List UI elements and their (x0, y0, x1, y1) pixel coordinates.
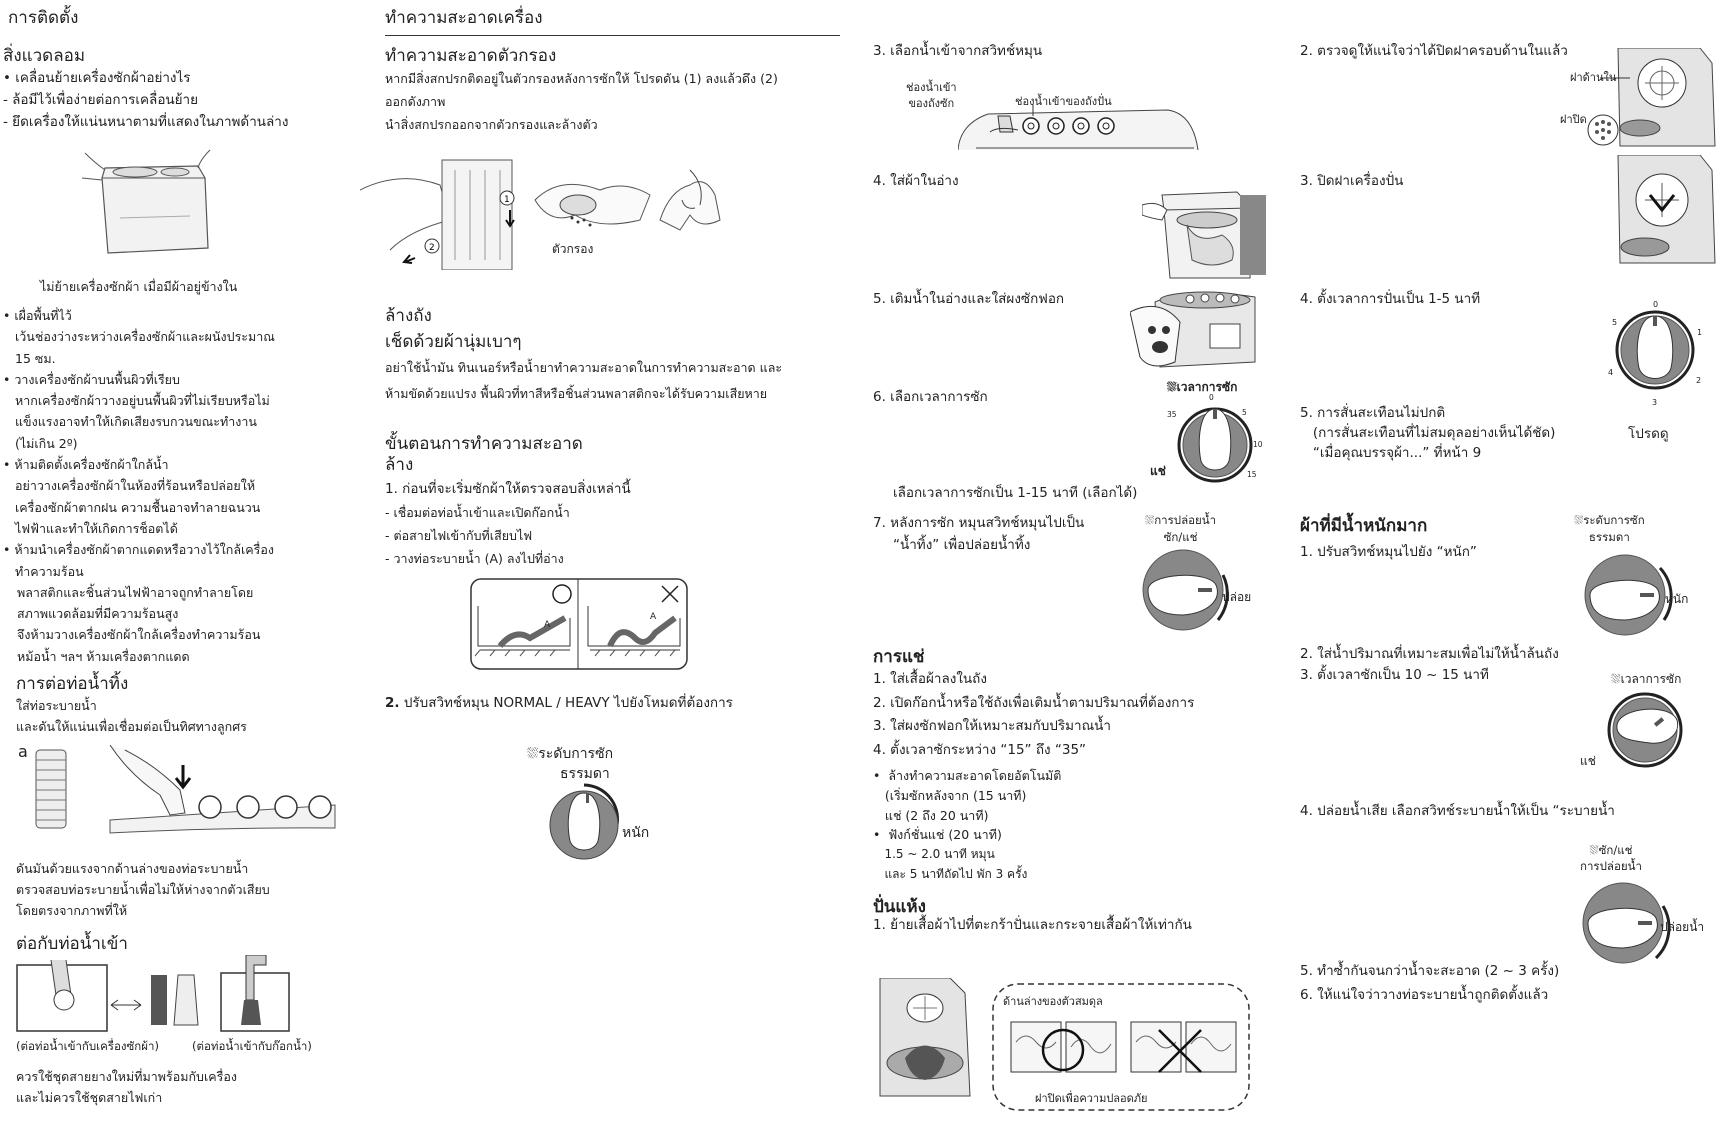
drain-dial-title (1145, 512, 1216, 546)
lid-inner-label: ฝาด้านใน (1570, 71, 1617, 84)
header-rule (385, 35, 840, 36)
space-line: ทำความร้อน (15, 563, 84, 579)
env-line: - ยึดเครื่องให้แน่นหนาตามที่แสดงในภาพด้านล่าง (3, 114, 289, 130)
drain-after-line: โดยตรงจากภาพที่ให้ (16, 903, 128, 918)
timer2-soak: แช่ (1580, 754, 1596, 768)
washer-icon: ⛆ (1611, 672, 1621, 686)
heavy-step6: 6. ให้แน่ใจว่าวางท่อระบายน้ำถูกติดตั้งแล้ว (1300, 987, 1549, 1003)
timer-soak: แช่ (1150, 464, 1166, 478)
space-line: เว้นช่องว่างระหว่างเครื่องซักผ้าและผนังประมาณ (15, 329, 275, 345)
wipe-title: เช็ดด้วยผ้านุ่มเบาๆ (385, 332, 522, 352)
step2-text: ปรับสวิทช์หมุน NORMAL / HEAVY ไปยังโหมดที่ต้องการ (399, 695, 733, 711)
soak-bullet: 1.5 ~ 2.0 นาที หมุน (873, 847, 995, 862)
timer-title-text: เวลาการซัก (1176, 380, 1238, 394)
c3-step5: 5. เติมน้ำในอ่างและใส่ผงซักฟอก (873, 291, 1065, 307)
heavy-dial-title-line: ⛆ระดับการซัก (1574, 513, 1645, 527)
hose-ok-ng-illustration (470, 578, 688, 670)
drain-hose-illustration (30, 745, 340, 840)
soak-line: 3. ใส่ผงซักฟอกให้เหมาะสมกับปริมาณน้ำ (873, 718, 1111, 734)
soak-line: 4. ตั้งเวลาซักระหว่าง “15” ถึง “35” (873, 741, 1087, 758)
drain-list (16, 695, 247, 737)
step2-num: 2. (385, 695, 400, 711)
heavy-dial-title-line: ธรรมดา (1588, 530, 1630, 544)
timer-num-10: 10 (1253, 440, 1263, 449)
drain-after (16, 858, 270, 921)
svg-text:2: 2 (429, 243, 435, 253)
washer-icon: ⛆ (1574, 513, 1584, 527)
balance-top-label: ด้านล่างของตัวสมดุล (1003, 995, 1103, 1008)
tub-title: ล้างถัง (385, 306, 432, 326)
inlet-note-line: และไม่ควรใช้ชุดสายไฟเก่า (16, 1090, 163, 1105)
c3-step7-line: “น้ำทิ้ง” เพื่อปล่อยน้ำทิ้ง (893, 537, 1031, 553)
spin-num-4: 4 (1608, 368, 1614, 377)
washer-icon: ⛆ (1589, 843, 1599, 857)
inlet-wash-line: ช่องน้ำเข้า (906, 81, 957, 94)
balance-bottom-label: ฝาปิดเพื่อความปลอดภัย (1035, 1092, 1148, 1105)
dry-line: 1. ย้ายเสื้อผ้าไปที่ตะกร้าปั่นและกระจายเสื้อผ้าให้เท่ากัน (873, 917, 1192, 933)
steps-line: - ต่อสายไฟเข้ากับที่เสียบไฟ (385, 528, 533, 543)
section-header-cleaning: ทำความสะอาดเครื่อง (385, 8, 543, 28)
space-line: เครื่องซักผ้าตากฝน ความชื้นอาจทำลายฉนวน (15, 499, 261, 515)
c3-step3: 3. เลือกน้ำเข้าจากสวิทช์หมุน (873, 43, 1043, 59)
space-line: (ไม่เกิน 2º) (15, 435, 78, 451)
wash-level-dial[interactable] (548, 783, 620, 865)
steps-line: - เชื่อมต่อท่อน้ำเข้าและเปิดก๊อกน้ำ (385, 505, 570, 520)
filter-label: ตัวกรอง (552, 242, 594, 256)
heavy-step5: 5. ทำซ้ำกันจนกว่าน้ำจะสะอาด (2 ~ 3 ครั้ง) (1300, 963, 1560, 979)
soak-bullet: แช่ (2 ถึง 20 นาที) (873, 807, 989, 823)
c3-step7 (873, 512, 1084, 556)
timer2-title-text: เวลาการซัก (1620, 672, 1682, 686)
washer-icon: ⛆ (527, 746, 539, 762)
section-header-install: การติดตั้ง (8, 8, 79, 28)
soak-line: 1. ใส่เสื้อผ้าลงในถัง (873, 671, 987, 687)
spin-num-5: 5 (1612, 318, 1618, 327)
filter-text (385, 67, 778, 136)
drain-dial-title-line: ซัก/แช่ (1163, 530, 1198, 544)
inlet-caption-tap: (ต่อท่อน้ำเข้ากับก๊อกน้ำ) (192, 1039, 312, 1053)
c3-step6-note: เลือกเวลาการซักเป็น 1-15 นาที (เลือกได้) (893, 485, 1138, 501)
washer-icon: ⛆ (1167, 380, 1177, 394)
hose-a-label: A (544, 620, 551, 630)
heavy-step1: 1. ปรับสวิทช์หมุนไปยัง “หนัก” (1300, 544, 1477, 560)
space-line: 15 ซม. (15, 350, 56, 366)
env-list (3, 67, 288, 133)
space-line: • ห้ามติดตั้งเครื่องซักผ้าใกล้น้ำ (3, 457, 169, 473)
c4-step5-line: 5. การสั่นสะเทือนไม่ปกติ (1300, 405, 1446, 421)
washer-illustration (80, 148, 220, 263)
space-line: จึงห้ามวางเครื่องซักผ้าใกล้เครื่องทำความร้อน (17, 627, 261, 643)
heavy-dial-title (1574, 512, 1645, 546)
c4-step2: 2. ตรวจดูให้แน่ใจว่าได้ปิดฝาครอบด้านในแล้ว (1300, 43, 1568, 59)
c3-step6: 6. เลือกเวลาการซัก (873, 389, 988, 405)
heavy-step3: 3. ตั้งเวลาซักเป็น 10 ~ 15 นาที (1300, 667, 1489, 683)
timer-num-35: 35 (1167, 410, 1177, 419)
dial-heavy: หนัก (622, 825, 650, 841)
caption-move: ไม่ย้ายเครื่องซักผ้า เมื่อมีผ้าอยู่ข้างใน (40, 279, 238, 294)
inlet-spin-label: ช่องน้ำเข้าของถังปั่น (1015, 95, 1112, 108)
timer-num-15: 15 (1247, 470, 1257, 479)
space-line: หากเครื่องซักผ้าวางอยู่บนพื้นผิวที่ไม่เรียบหรือไม่ (15, 393, 270, 409)
drain-dial-label: ปล่อย (1222, 590, 1252, 604)
soak-bullet: (เริ่มซักหลังจาก (15 นาที) (873, 787, 1027, 803)
spin-num-3: 3 (1652, 398, 1658, 407)
c4-step4: 4. ตั้งเวลาการปั่นเป็น 1-5 นาที (1300, 291, 1481, 307)
soak-bullet: และ 5 นาทีถัดไป พัก 3 ครั้ง (873, 866, 1028, 881)
svg-text:1: 1 (504, 195, 510, 205)
inlet-title: ต่อกับท่อน้ำเข้า (16, 934, 128, 954)
soak-bullet: • ล้างทำความสะอาดโดยอัตโนมัติ (873, 768, 1062, 783)
timer-num-5: 5 (1242, 408, 1247, 417)
inlet-note (16, 1066, 237, 1108)
c3-step4: 4. ใส่ผ้าในอ่าง (873, 173, 959, 189)
soak-steps (873, 668, 1194, 762)
spin-timer-dial[interactable] (1605, 298, 1705, 398)
soak-bullet: • ฟังก์ชั่นแช่ (20 นาที) (873, 827, 1002, 843)
close-lid-illustration (1600, 155, 1725, 265)
space-line: หม้อน้ำ ฯลฯ ห้ามเครื่องตากแดด (17, 648, 190, 664)
load-clothes-illustration (1142, 190, 1270, 280)
dry-title: ปั่นแห้ง (873, 897, 926, 917)
lid-cover-icon (1585, 112, 1621, 148)
c4-step5-line: “เมื่อคุณบรรจุผ้า...” ที่หน้า 9 (1300, 445, 1482, 461)
inlet-panel-illustration (958, 104, 1203, 152)
space-line: • วางเครื่องซักผ้าบนพื้นผิวที่เรียบ (3, 371, 180, 387)
step2 (385, 692, 733, 714)
inlet-wash-line: ของถังซัก (908, 97, 955, 110)
lid-cover-label: ฝาปิด (1560, 113, 1587, 126)
filter-line: หากมีสิ่งสกปรกติดอยู่ในตัวกรองหลังการซักให้ โปรดดัน (1) ลงแล้วดึง (2) (385, 71, 778, 86)
c4-step3: 3. ปิดฝาเครื่องปั่น (1300, 173, 1404, 189)
soak-bullets (873, 766, 1061, 885)
spin-num-2: 2 (1696, 376, 1702, 385)
heavy-step4: 4. ปล่อยน้ำเสีย เลือกสวิทช์ระบายน้ำให้เป็น “ระบายน้ำ (1300, 803, 1615, 819)
heavy-dial-label: หนัก (1665, 592, 1689, 606)
hose-a-label-ng: A (650, 612, 657, 622)
inlet-hose-illustration (16, 955, 291, 1035)
drain-after-line: ดันมันด้วยแรงจากด้านล่างของท่อระบายน้ำ (16, 861, 249, 876)
filter-title: ทำความสะอาดตัวกรอง (385, 46, 557, 66)
inlet-note-line: ควรใช้ชุดสายยางใหม่ที่มาพร้อมกับเครื่อง (16, 1069, 237, 1084)
soak-line: 2. เปิดก๊อกน้ำหรือใช้ถังเพื่อเติมน้ำตามปริมาณที่ต้องการ (873, 694, 1195, 711)
drain-line: และดันให้แน่นเพื่อเชื่อมต่อเป็นทิศทางลูกศร (16, 719, 247, 734)
drain-title: การต่อท่อน้ำทิ้ง (16, 674, 129, 694)
filter-line: ออกดังภาพ (385, 94, 446, 109)
steps-line: 1. ก่อนที่จะเริ่มซักผ้าให้ตรวจสอบสิ่งเหล่านี้ (385, 481, 631, 497)
drain-dial-title-line: ⛆การปล่อยน้ำ (1145, 513, 1217, 527)
spin-num-1: 1 (1697, 328, 1703, 337)
spin-num-0: 0 (1653, 300, 1659, 309)
timer-num-0: 0 (1209, 393, 1214, 402)
steps-title: ขั้นตอนการทำความสะอาด (385, 434, 583, 454)
drain2-title-line: ⛆ซัก/แช่ (1589, 843, 1633, 857)
soak-title: การแช่ (873, 647, 925, 667)
drain-line: ใส่ท่อระบายน้ำ (16, 698, 97, 713)
c4-step5 (1300, 403, 1555, 463)
c4-step5-ref: โปรดดู (1628, 426, 1669, 442)
space-list (3, 305, 275, 667)
heavy-title: ผ้าที่มีน้ำหนักมาก (1300, 516, 1428, 536)
dial-normal: ธรรมดา (560, 766, 610, 782)
drain2-title-line: การปล่อยน้ำ (1580, 859, 1642, 873)
wipe-line: ห้ามขัดด้วยแปรง พื้นผิวที่ทาสีหรือชิ้นส่วนพลาสติกจะได้รับความเสียหาย (385, 386, 768, 401)
heavy-step2: 2. ใส่น้ำปริมาณที่เหมาะสมเพื่อไม่ให้น้ำล้นถัง (1300, 646, 1559, 662)
wipe-text (385, 355, 782, 407)
drain2-label: ปล่อยน้ำ (1660, 920, 1705, 934)
space-line: • ห้ามนำเครื่องซักผ้าตากแดดหรือวางไว้ใกล้เครื่อง (3, 542, 274, 558)
detergent-illustration (1130, 282, 1270, 372)
steps-list (385, 478, 631, 570)
drain2-title (1580, 842, 1642, 874)
washer-icon: ⛆ (1145, 513, 1155, 527)
space-line: ไฟฟ้าและทำให้เกิดการช็อตได้ (15, 520, 178, 536)
space-line: สภาพแวดล้อมที่มีความร้อนสูง (17, 606, 179, 622)
inlet-wash-label (906, 80, 957, 112)
wipe-line: อย่าใช้น้ำมัน ทินเนอร์หรือน้ำยาทำความสะอาดในการทำความสะอาด และ (385, 360, 783, 375)
filter-line: นำสิ่งสกปรกออกจากตัวกรองและล้างตัว (385, 117, 598, 132)
label-a: a (18, 742, 28, 761)
drain-after-line: ตรวจสอบท่อระบายน้ำเพื่อไม่ให้ห่างจากตัวเสียบ (16, 882, 270, 897)
spin-basket-illustration (875, 978, 985, 1098)
inlet-caption-washer: (ต่อท่อน้ำเข้ากับเครื่องซักผ้า) (16, 1039, 159, 1053)
dial-title (527, 743, 613, 765)
c4-step5-line: (การสั่นสะเทือนที่ไม่สมดุลอย่างเห็นได้ชัด) (1300, 425, 1556, 441)
c3-step7-line: 7. หลังการซัก หมุนสวิทช์หมุนไปเป็น (873, 515, 1085, 531)
env-line: • เคลื่อนย้ายเครื่องซักผ้าอย่างไร (3, 70, 191, 86)
env-line: - ล้อมีไว้เพื่อง่ายต่อการเคลื่อนย้าย (3, 92, 199, 108)
space-line: พลาสติกและชิ้นส่วนไฟฟ้าอาจถูกทำลายโดย (17, 584, 254, 600)
space-line: แข็งแรงอาจทำให้เกิดเสียงรบกวนขณะทำงาน (15, 414, 257, 430)
steps-line: - วางท่อระบายน้ำ (A) ลงไปที่อ่าง (385, 551, 564, 566)
steps-sub: ล้าง (385, 455, 414, 475)
heavy-timer-dial[interactable] (1595, 685, 1695, 775)
env-title: สิ่งแวดลอม (3, 46, 86, 66)
dial-title-text: ระดับการซัก (538, 746, 614, 762)
space-line: อย่าวางเครื่องซักผ้าในห้องที่ร้อนหรือปล่อยให้ (15, 478, 256, 494)
space-line: • เผื่อพื้นที่ไว้ (3, 308, 72, 323)
